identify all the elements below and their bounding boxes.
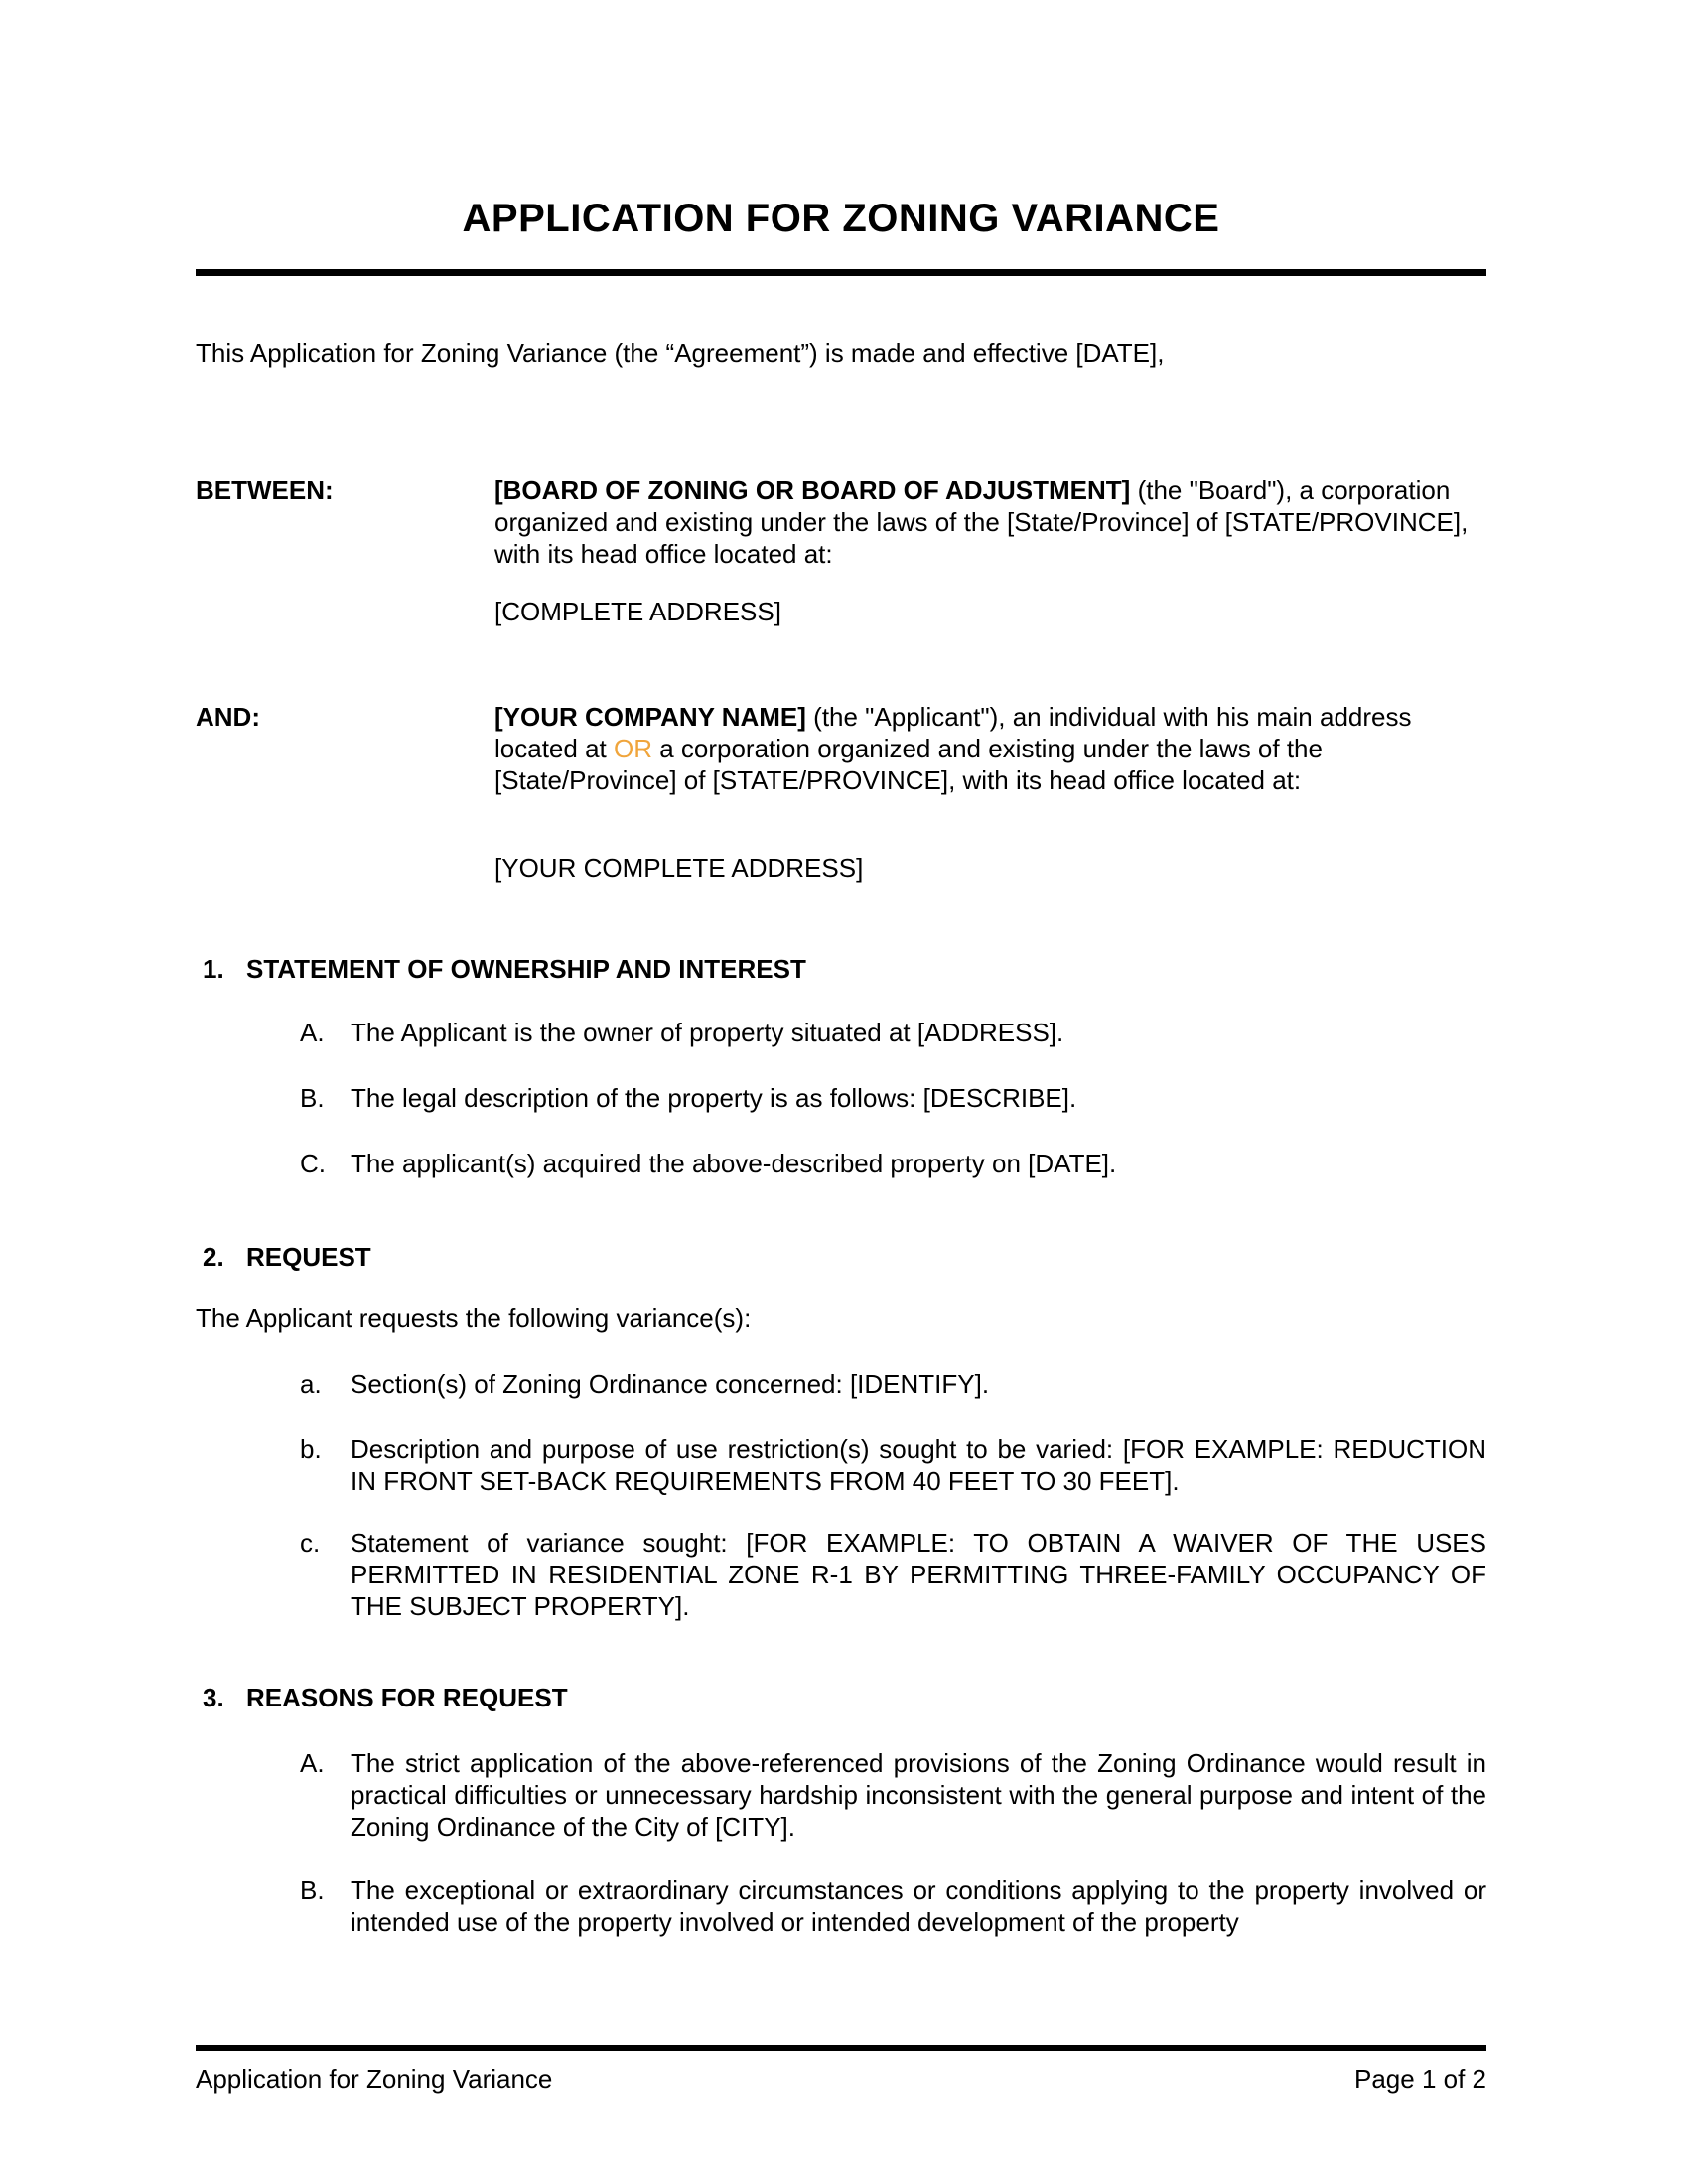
intro-paragraph: This Application for Zoning Variance (the “Agreement”) is made and effective [DATE], — [196, 339, 1165, 368]
item-marker: c. — [300, 1528, 321, 1558]
footer-document-name: Application for Zoning Variance — [196, 2064, 553, 2094]
board-address-placeholder: [COMPLETE ADDRESS] — [494, 597, 781, 626]
section-1-number: 1. — [203, 954, 224, 984]
item-marker: A. — [300, 1748, 325, 1778]
item-text: The applicant(s) acquired the above-described property on [DATE]. — [351, 1149, 1117, 1178]
item-text: Description and purpose of use restriction(s) sought to be varied: [FOR EXAMPLE: REDUCTION IN FRONT SET-BACK REQUIREMENTS FROM 40 FEET TO 30 FEET]. — [351, 1434, 1486, 1496]
item-text: The legal description of the property is as follows: [DESCRIBE]. — [351, 1083, 1077, 1113]
board-name-placeholder: [BOARD OF ZONING OR BOARD OF ADJUSTMENT] — [494, 476, 1131, 505]
section-1-title: STATEMENT OF OWNERSHIP AND INTEREST — [246, 954, 806, 984]
list-item — [196, 1433, 1486, 1497]
section-2-lead: The Applicant requests the following variance(s): — [196, 1303, 752, 1333]
applicant-address-placeholder: [YOUR COMPLETE ADDRESS] — [494, 853, 864, 883]
item-marker: b. — [300, 1434, 322, 1464]
and-body-text-a: (the "Applicant"), an individual with his main address located at — [494, 702, 1412, 763]
and-label: AND: — [196, 702, 260, 732]
list-item — [196, 1747, 1486, 1843]
item-marker: C. — [300, 1149, 326, 1178]
between-text — [494, 475, 1486, 570]
list-item — [196, 1017, 1486, 1048]
footer-divider-rule — [196, 2045, 1486, 2051]
section-2-title: REQUEST — [246, 1242, 371, 1272]
section-2-number: 2. — [203, 1242, 224, 1272]
section-2-heading — [196, 1241, 1486, 1273]
item-marker: a. — [300, 1369, 322, 1399]
section-1-heading — [196, 953, 1486, 985]
item-text: Statement of variance sought: [FOR EXAMPLE: TO OBTAIN A WAIVER OF THE USES PERMITTED IN RESIDENTIAL ZONE R-1 BY PERMITTING THREE-FAMILY OCCUPANCY OF THE SUBJECT PROPERTY]. — [351, 1528, 1486, 1621]
page-footer — [196, 2045, 1486, 2095]
and-text — [494, 701, 1486, 796]
between-label: BETWEEN: — [196, 476, 334, 505]
list-item — [196, 1874, 1486, 1938]
list-item — [196, 1082, 1486, 1114]
item-marker: B. — [300, 1083, 325, 1113]
and-body-text-b: a corporation organized and existing under the laws of the [State/Province] of [STATE/PROVINCE], with its head office located at: — [494, 734, 1323, 795]
item-text: The exceptional or extraordinary circumstances or conditions applying to the property involved or intended use of the property involved or intended development of the property — [351, 1875, 1486, 1937]
item-marker: B. — [300, 1875, 325, 1905]
between-body-text: (the "Board"), a corporation organized and existing under the laws of the [State/Province] of [STATE/PROVINCE], with its head office located at: — [494, 476, 1469, 569]
item-marker: A. — [300, 1018, 325, 1047]
list-item — [196, 1148, 1486, 1179]
footer-page-number: Page 1 of 2 — [1354, 2064, 1486, 2094]
document-content — [196, 0, 1486, 1938]
item-text: Section(s) of Zoning Ordinance concerned: [IDENTIFY]. — [351, 1369, 990, 1399]
item-text: The strict application of the above-referenced provisions of the Zoning Ordinance would result in practical difficulties or unnecessary hardship inconsistent with the general purpose and intent of the Zoning Ordinance of the City of [CITY]. — [351, 1748, 1486, 1842]
footer-text-row — [196, 2063, 1486, 2095]
section-3-heading — [196, 1682, 1486, 1713]
section-3-title: REASONS FOR REQUEST — [246, 1683, 568, 1712]
list-item — [196, 1368, 1486, 1400]
company-name-placeholder: [YOUR COMPANY NAME] — [494, 702, 806, 732]
party-between-row — [196, 475, 1486, 570]
party-and-row — [196, 701, 1486, 796]
document-title: APPLICATION FOR ZONING VARIANCE — [462, 197, 1220, 240]
or-highlight: OR — [613, 734, 652, 763]
title-divider-rule — [196, 269, 1486, 276]
section-3-number: 3. — [203, 1683, 224, 1712]
item-text: The Applicant is the owner of property situated at [ADDRESS]. — [351, 1018, 1064, 1047]
list-item — [196, 1527, 1486, 1622]
